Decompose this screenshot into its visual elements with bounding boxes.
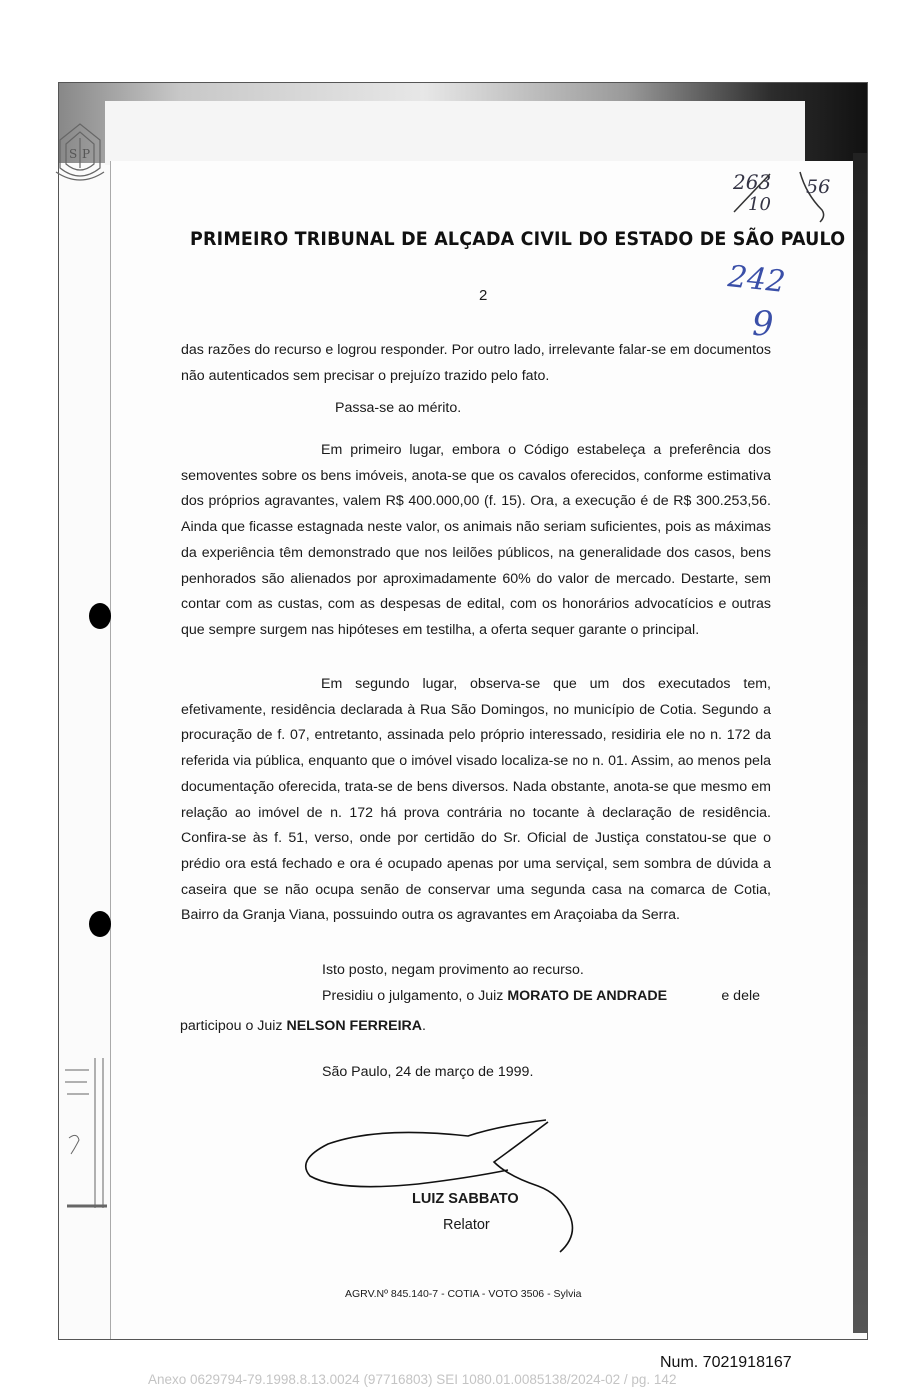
scan-shadow-right xyxy=(853,153,867,1333)
handwritten-signature xyxy=(298,1116,588,1256)
handwritten-folio-56: 56 xyxy=(806,176,831,198)
underlying-sheet xyxy=(105,101,805,165)
presidiu-text: Presidiu o julgamento, o Juiz xyxy=(322,988,508,1004)
handwritten-check-mark: 9 xyxy=(752,304,774,344)
seal-letters: S xyxy=(69,147,78,161)
paragraph-segundo-lugar xyxy=(181,672,771,929)
paragraph-3-text: Em primeiro lugar, embora o Código estabeleça a preferência dos semoventes sobre os bens imóveis, anota-se que os cavalos oferecidos, conforme estimativa dos próprios agravantes, valem R$ 400.000,00 (f. 15). Ora, a execução é de R$ 300.253,56. Ainda que ficasse estagnada neste valor, os animais não seriam suficientes, pois as máximas da experiência têm demonstrado que nos leilões públicos, na generalidade dos casos, bens penhorados são alienados por aproximadamente 60% do valor de mercado. Destarte, sem contar com as custas, com as despesas de edital, com os honorários advocatícios e outras que sempre surgem nas hipóteses em testilha, a oferta sequer garante o principal. xyxy=(181,442,771,638)
handwritten-folio-242: 242 xyxy=(726,259,787,300)
signer-name: LUIZ SABBATO xyxy=(412,1191,519,1207)
participou-period: . xyxy=(422,1018,426,1034)
signer-role: Relator xyxy=(443,1217,490,1233)
punch-hole-upper xyxy=(89,603,111,629)
participou-text: participou o Juiz xyxy=(180,1018,287,1034)
judge-name-morato: MORATO DE ANDRADE xyxy=(507,988,668,1004)
document-number-stamp: Num. 7021918167 xyxy=(660,1354,792,1371)
handwritten-folio-10: 10 xyxy=(748,194,771,215)
paragraph-participou xyxy=(180,1018,426,1034)
court-title: PRIMEIRO TRIBUNAL DE ALÇADA CIVIL DO ESTADO DE SÃO PAULO xyxy=(190,228,846,250)
judge-name-nelson: NELSON FERREIRA xyxy=(286,1018,423,1034)
paragraph-primeiro-lugar xyxy=(181,438,771,644)
paragraph-merito: Passa-se ao mérito. xyxy=(335,400,462,416)
annex-reference-line: Anexo 0629794-79.1998.8.13.0024 (97716803) SEI 1080.01.0085138/2024-02 / pg. 142 xyxy=(148,1372,677,1387)
paragraph-1-text: das razões do recurso e logrou responder. Por outro lado, irrelevante falar-se em documentos não autenticados sem precisar o prejuízo trazido pelo fato. xyxy=(181,342,771,384)
sao-paulo-seal-icon xyxy=(52,118,108,186)
paragraph-recurso xyxy=(181,338,771,389)
paragraph-4-text: Em segundo lugar, observa-se que um dos executados tem, efetivamente, residência declarada à Rua São Domingos, no município de Cotia. Segundo a procuração de f. 07, entretanto, assinada pelo próprio interessado, residiria ele no n. 172 da referida via pública, enquanto que o imóvel visado localiza-se no n. 01. Assim, ao menos pela documentação oferecida, trata-se de bens diversos. Nada obstante, anota-se que mesmo em relação ao imóvel de n. 172 há prova contrária no tocante à declaração de residência. Confira-se às f. 51, verso, onde por certidão do Sr. Oficial de Justiça constatou-se que o prédio ora está fechado e ora é ocupado apenas por uma serviçal, sem sombra de dúvida a caseira que se não ocupa senão de conservar uma segunda casa na comarca de Cotia, Bairro da Granja Viana, possuindo outra os agravantes em Araçoiaba da Serra. xyxy=(181,676,771,924)
paragraph-presidiu xyxy=(322,988,760,1004)
presidiu-tail: e dele xyxy=(721,988,760,1004)
svg-text:P: P xyxy=(82,147,91,161)
handwritten-folio-263: 263 xyxy=(733,170,772,194)
case-reference: AGRV.Nº 845.140-7 - COTIA - VOTO 3506 - Sylvia xyxy=(345,1288,582,1300)
page-number: 2 xyxy=(479,287,488,304)
margin-stamp-marks xyxy=(59,1058,109,1238)
punch-hole-lower xyxy=(89,911,111,937)
document-date: São Paulo, 24 de março de 1999. xyxy=(322,1064,534,1080)
paragraph-decision: Isto posto, negam provimento ao recurso. xyxy=(322,962,584,978)
